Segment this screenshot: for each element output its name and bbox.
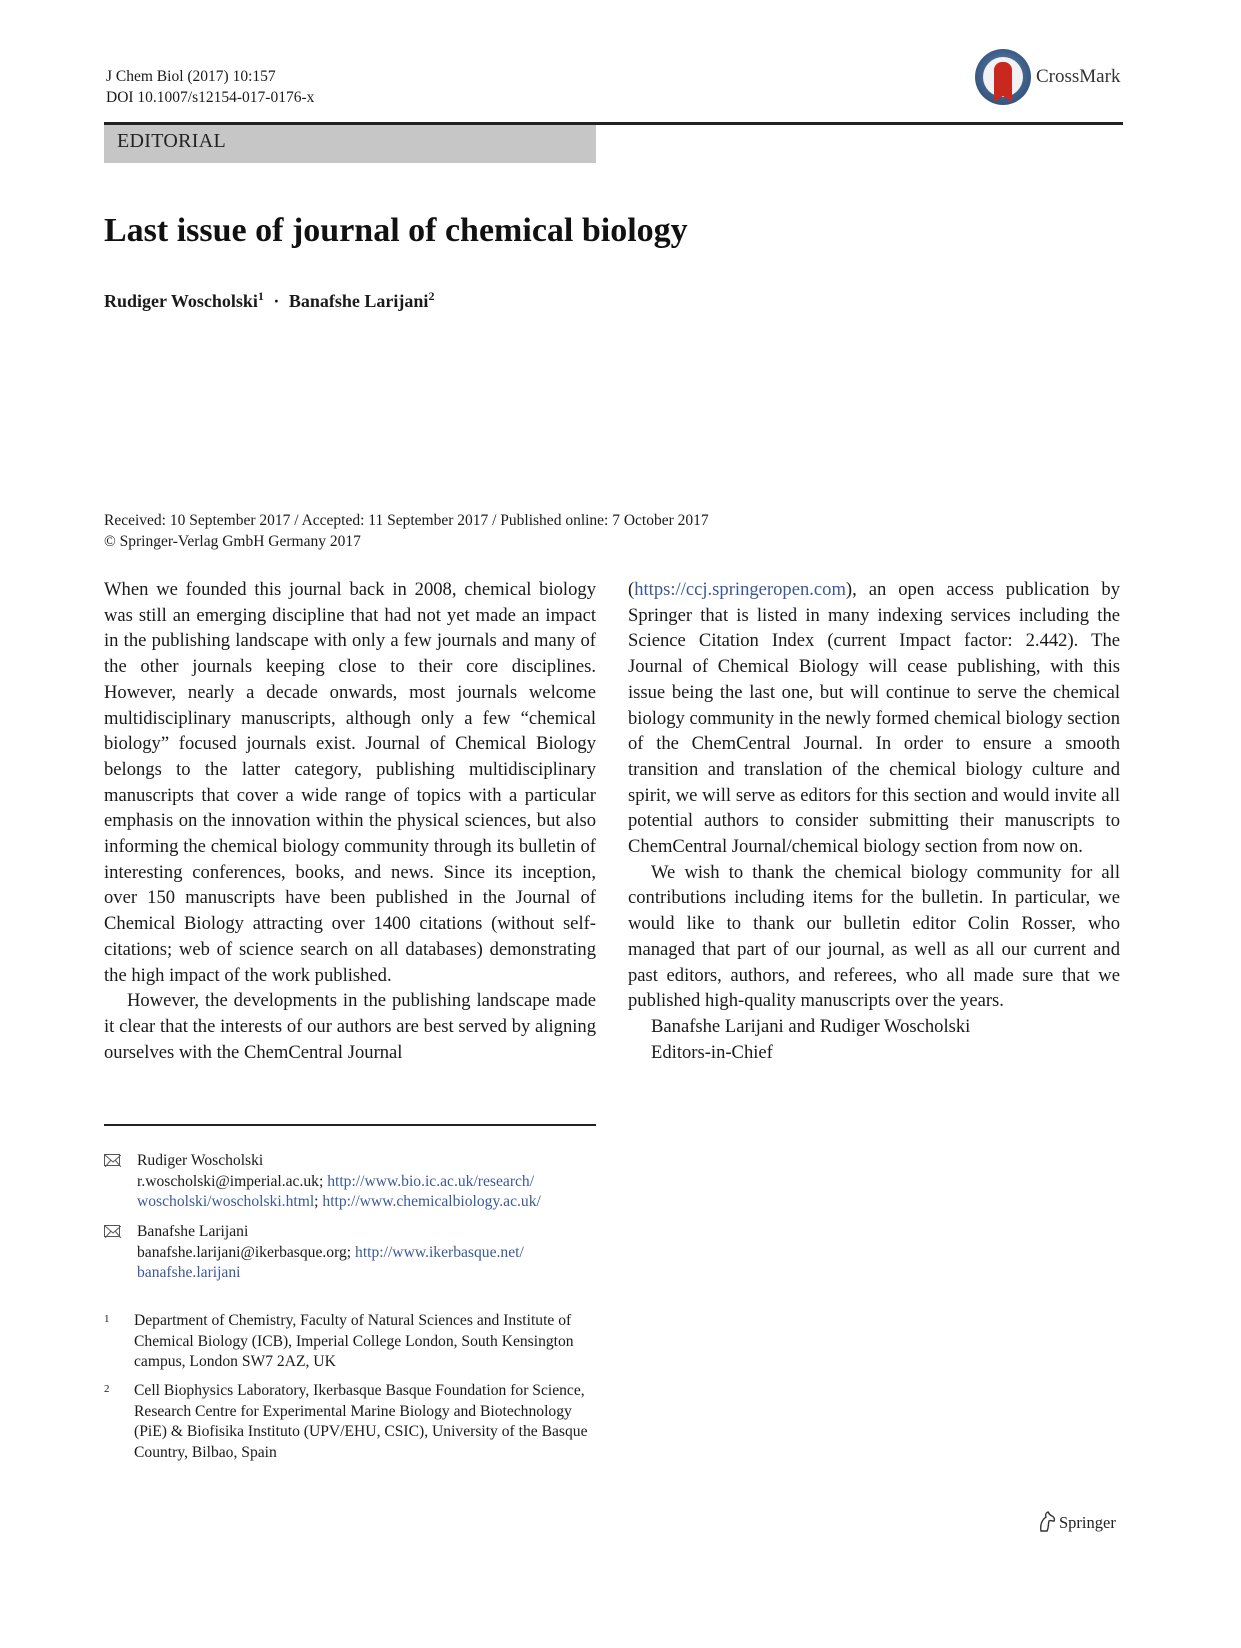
contact-name: Rudiger Woscholski [137,1152,264,1169]
crossmark-badge[interactable] [975,49,1125,107]
author-name: Banafshe Larijani [288,291,429,311]
paragraph: When we founded this journal back in 2008, chemical biology was still an emerging discipline that had not yet made an impact in the publishing landscape with only a few journals and many of the other journals keeping close to their core disciplines. However, nearly a decade onwards, most journals welcome multidisciplinary manuscripts, although only a few “chemical biology” focused journals exist. Journal of Chemical Biology belongs to the latter category, publishing multidisciplinary manuscripts that cover a wide range of topics with a particular emphasis on the innovation within the physical sciences, but also informing the chemical biology community through its bulletin of interesting conferences, books, and news. Since its inception, over 150 manuscripts have been published in the Journal of Chemical Biology attracting over 1400 citations (without self-citations; web of science search on all databases) demonstrating the high impact of the work published. [104,579,596,986]
citation: J Chem Biol (2017) 10:157 [106,68,276,85]
crossmark-label: CrossMark [1036,66,1121,87]
contact-block: Rudiger Woscholski r.woscholski@imperial.ac.uk; http://www.bio.ic.ac.uk/research/ woscholski/woscholski.html; http://www.chemicalbiology.ac.uk/ [104,1151,604,1213]
springer-horse-icon [1037,1511,1057,1533]
author-separator: · [273,291,280,311]
affiliation-number: 1 [104,1313,110,1325]
paragraph-continued: (https://ccj.springeropen.com), an open access publication by Springer that is listed in many indexing services including the Science Citation Index (current Impact factor: 2.442). The Journal of Chemical Biology will cease publishing, with this issue being the last one, but will continue to serve the chemical biology community in the newly formed chemical biology section of the ChemCentral Journal. In order to ensure a smooth transition and translation of the chemical biology culture and spirit, we will serve as editors for this section and would invite all potential authors to consider submitting their manuscripts to ChemCentral Journal/chemical biology section from now on. [628,579,1120,858]
contact-link[interactable]: http://www.chemicalbiology.ac.uk/ [322,1193,541,1210]
contact-link[interactable]: http://www.ikerbasque.net/ [355,1243,524,1261]
envelope-icon [104,1225,120,1237]
author-list [104,289,434,312]
copyright: © Springer-Verlag GmbH Germany 2017 [104,533,361,550]
affiliation-text: Department of Chemistry, Faculty of Natural Sciences and Institute of Chemical Biology (ICB), Imperial College London, South Kensington campus, London SW7 2AZ, UK [134,1312,574,1370]
paragraph: We wish to thank the chemical biology community for all contributions including items for the bulletin. In particular, we would like to thank our bulletin editor Colin Rosser, who managed that part of our journal, as well as all our current and past editors, authors, and referees, who all made sure that we published high-quality manuscripts over the years. [628,861,1120,1012]
contact-link[interactable]: http://www.bio.ic.ac.uk/research/ [327,1172,535,1190]
contact-link[interactable]: woscholski/woscholski.html [137,1193,315,1210]
envelope-icon [104,1154,120,1166]
body-column-left [104,577,596,1065]
contact-link[interactable]: banafshe.larijani [137,1264,241,1281]
affiliation-text: Cell Biophysics Laboratory, Ikerbasque Basque Foundation for Science, Research Centre for Experimental Marine Biology and Biotechnology (PiE) & Biofisika Instituto (UPV/EHU, CSIC), University of the Basque Country, Bilbao, Spain [134,1382,588,1461]
author-affiliation-mark: 1 [257,289,264,303]
paragraph: However, the developments in the publishing landscape made it clear that the interests of our authors are best served by aligning ourselves with the ChemCentral Journal [104,990,596,1063]
affiliation-number: 2 [104,1383,110,1395]
journal-header [106,66,314,108]
journal-link[interactable]: https://ccj.springeropen.com [634,579,846,600]
affiliation [104,1381,604,1463]
article-dates [104,510,709,552]
affiliation [104,1311,604,1373]
article-title: Last issue of journal of chemical biology [104,212,688,249]
author-affiliation-mark: 2 [428,289,435,303]
publisher-name: Springer [1059,1513,1116,1532]
author-name: Rudiger Woscholski [104,291,258,311]
contact-email[interactable]: r.woscholski@imperial.ac.uk [137,1172,319,1190]
publisher-logo [1037,1511,1137,1535]
history-dates: Received: 10 September 2017 / Accepted: 11 September 2017 / Published online: 7 October 2017 [104,512,709,529]
body-column-right [628,577,1120,1065]
contact-block: Banafshe Larijani banafshe.larijani@ikerbasque.org; http://www.ikerbasque.net/ banafshe.larijani [104,1222,604,1284]
crossmark-icon [975,49,1031,105]
doi: DOI 10.1007/s12154-017-0176-x [106,89,315,106]
contact-email[interactable]: banafshe.larijani@ikerbasque.org [137,1243,347,1261]
contact-name: Banafshe Larijani [137,1223,249,1240]
signature-role: Editors-in-Chief [651,1041,773,1063]
signature: Banafshe Larijani and Rudiger Woscholski [651,1015,971,1037]
footnote-rule [104,1124,596,1126]
section-label: EDITORIAL [117,130,226,152]
